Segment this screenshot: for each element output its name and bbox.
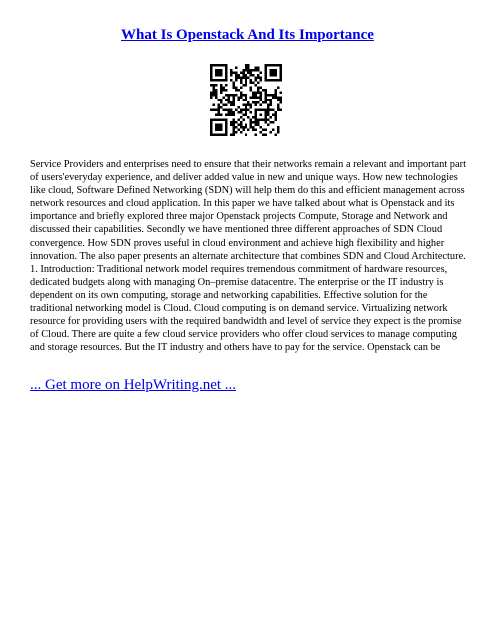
page-title: [0, 25, 495, 45]
qr-code: [210, 64, 282, 136]
qr-code-graphic: [210, 64, 282, 136]
body-paragraph: Service Providers and enterprises need to ensure that their networks remain a relevant and important part of users'everyday experience, and deliver added value in new and unique ways. How new technologies like cloud, Software Defined Networking (SDN) will help them do this and efficient management across network resources and cloud application. In this paper we have talked about what is Openstack and its importance and briefly explored three major Openstack projects Compute, Storage and Network and discussed their capabilities. Secondly we have mentioned three different approaches of SDN Cloud convergence. How SDN proves useful in cloud environment and achieve high flexibility and higher innovation. The also paper presents an alternate architecture that combines SDN and Cloud Architecture. 1. Introduction: Traditional network model requires tremendous commitment of hardware resources, dedicated budgets along with managing On–premise datacentre. The enterprise or the IT industry is dependent on its own computing, storage and networking capabilities. Effective solution for the traditional networking model is Cloud. Cloud computing is on demand service. Virtualizing network resource for providing users with the required bandwidth and level of service they expect is the promise of Cloud. There are quite a few cloud service providers who offer cloud services to manage computing and storage resources. But the IT industry and others have to pay for the service. Openstack can be: [30, 159, 466, 354]
title-link[interactable]: What Is Openstack And Its Importance: [121, 27, 374, 43]
get-more-link[interactable]: ... Get more on HelpWriting.net ...: [30, 377, 237, 393]
